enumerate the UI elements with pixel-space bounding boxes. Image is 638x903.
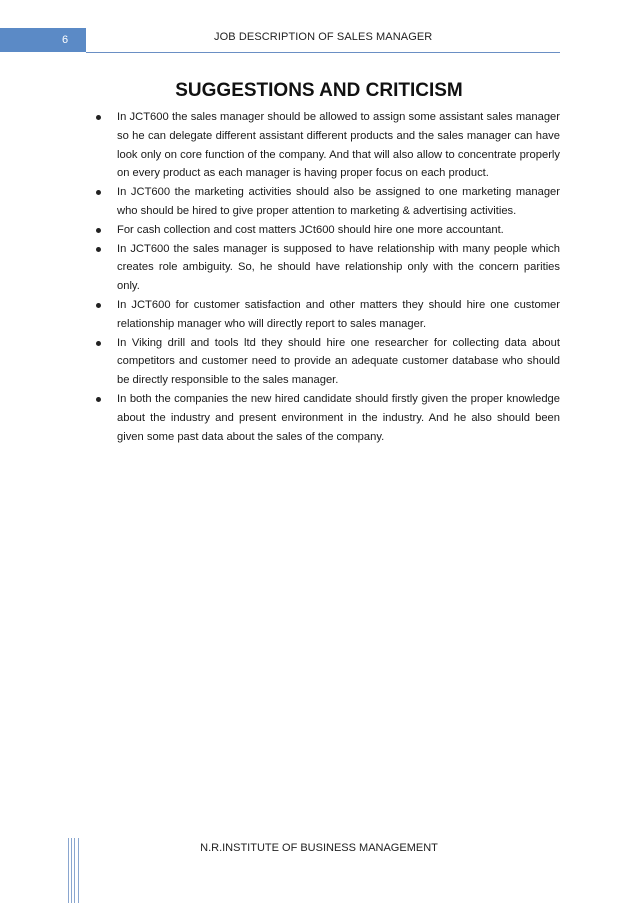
list-item — [96, 240, 560, 296]
bullet-icon — [96, 115, 101, 120]
list-item-text: For cash collection and cost matters JCt600 should hire one more accountant. — [117, 223, 504, 236]
page-number-tab — [0, 28, 86, 52]
bullet-icon — [96, 247, 101, 252]
list-item-text: In JCT600 the marketing activities should also be assigned to one marketing manager who should be hired to give proper attention to marketing & advertising activities. — [117, 186, 560, 217]
list-item — [96, 334, 560, 390]
suggestions-list — [96, 108, 560, 446]
footer-institute-name: N.R.INSTITUTE OF BUSINESS MANAGEMENT — [200, 842, 438, 854]
list-item — [96, 390, 560, 446]
bullet-icon — [96, 397, 101, 402]
list-item — [96, 183, 560, 221]
bullet-icon — [96, 228, 101, 233]
page-header — [0, 0, 638, 60]
header-divider — [86, 52, 560, 53]
section-heading: SUGGESTIONS AND CRITICISM — [175, 80, 463, 101]
bullet-icon — [96, 303, 101, 308]
list-item-text: In JCT600 the sales manager should be allowed to assign some assistant sales manager so he can delegate different assistant different products and the sales manager can have look only on core function of the company. And that will also allow to concentrate properly on every product as each manager is having proper focus on each product. — [117, 111, 560, 180]
page-number: 6 — [62, 34, 69, 46]
list-item-text: In JCT600 for customer satisfaction and other matters they should hire one customer relationship manager who will directly report to sales manager. — [117, 298, 560, 330]
list-item — [96, 221, 560, 240]
list-item-text: In JCT600 the sales manager is supposed to have relationship with many people which creates role ambiguity. So, he should have relationship only with the concern parities only. — [117, 242, 560, 293]
list-item-text: In both the companies the new hired candidate should firstly given the proper knowledge about the industry and present environment in the industry. And he also should been given some past data about the sales of the company. — [117, 392, 560, 443]
list-item — [96, 108, 560, 183]
header-title: JOB DESCRIPTION OF SALES MANAGER — [214, 31, 433, 43]
list-item — [96, 296, 560, 334]
bullet-icon — [96, 190, 101, 195]
list-item-text: In Viking drill and tools ltd they should hire one researcher for collecting data about competitors and customer need to provide an adequate customer database who should be directly responsible to the sales manager. — [117, 336, 560, 387]
bullet-icon — [96, 341, 101, 346]
